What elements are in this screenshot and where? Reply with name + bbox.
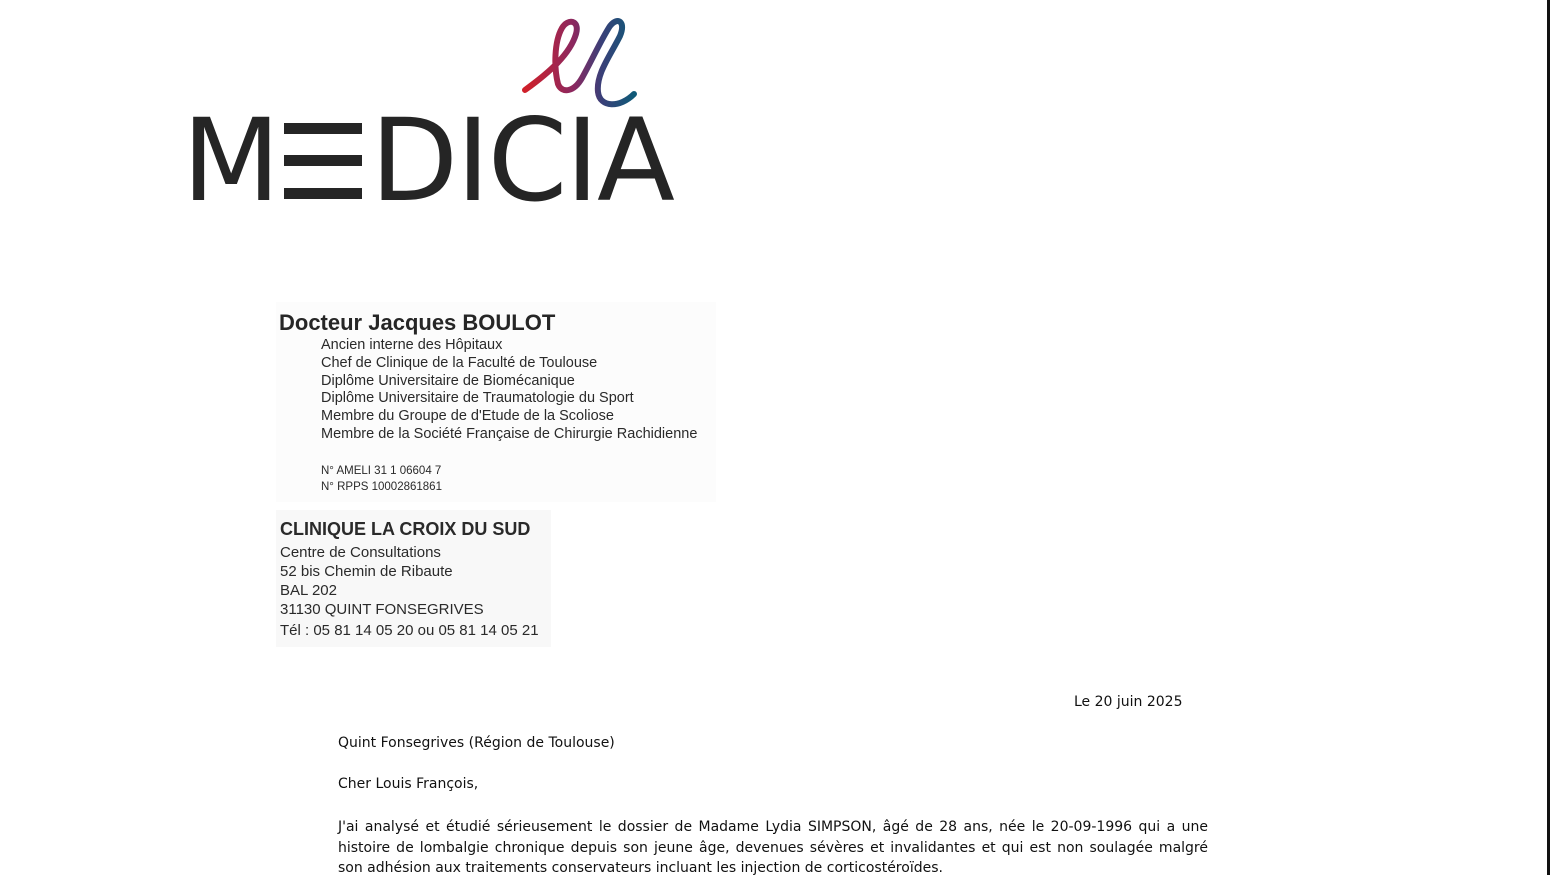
clinic-address-line: 31130 QUINT FONSEGRIVES <box>280 601 484 618</box>
clinic-address-line: Centre de Consultations <box>280 544 441 561</box>
doctor-title-item: Chef de Clinique de la Faculté de Toulouse <box>321 354 598 371</box>
logo-wordmark <box>182 94 673 227</box>
logo-text-after: DICIA <box>370 94 673 227</box>
ameli-number: N° AMELI 31 1 06604 7 <box>321 465 442 477</box>
letter-paragraph: J'ai analysé et étudié sérieusement le dossier de Madame Lydia SIMPSON, âgé de 28 ans, née le 20-09-1996 qui a une histoire de lombalgie chronique depuis son jeune âge, devenues sévères et invalidantes et qui est non soulagée malgré son adhésion aux traitements conservateurs incluant les injection de corticostéroïdes. <box>338 819 1208 876</box>
logo-e-bars <box>284 119 362 199</box>
doctor-titles-list <box>321 337 697 444</box>
doctor-title-item: Diplôme Universitaire de Biomécanique <box>321 372 575 389</box>
clinic-phone: Tél : 05 81 14 05 20 ou 05 81 14 05 21 <box>280 622 539 639</box>
doctor-title-item: Membre du Groupe de d'Etude de la Scoliose <box>321 408 614 425</box>
doctor-identifiers <box>321 463 442 495</box>
doctor-title-item: Diplôme Universitaire de Traumatologie du Sport <box>321 390 634 407</box>
clinic-address-lines <box>280 543 539 640</box>
letter-greeting: Cher Louis François, <box>338 776 479 792</box>
clinic-name: CLINIQUE LA CROIX DU SUD <box>280 519 531 539</box>
clinic-address-block <box>276 510 551 647</box>
medicia-logo <box>178 12 673 227</box>
letter-date: Le 20 juin 2025 <box>1074 694 1183 710</box>
logo-text-before: M <box>182 94 279 227</box>
doctor-letterhead <box>276 302 716 502</box>
doctor-name: Docteur Jacques BOULOT <box>279 310 556 335</box>
clinic-address-line: BAL 202 <box>280 582 337 599</box>
rpps-number: N° RPPS 10002861861 <box>321 481 442 493</box>
letter-place: Quint Fonsegrives (Région de Toulouse) <box>338 735 615 751</box>
doctor-title-item: Ancien interne des Hôpitaux <box>321 337 503 353</box>
clinic-address-line: 52 bis Chemin de Ribaute <box>280 563 453 580</box>
doctor-title-item: Membre de la Société Française de Chirurgie Rachidienne <box>321 425 698 442</box>
